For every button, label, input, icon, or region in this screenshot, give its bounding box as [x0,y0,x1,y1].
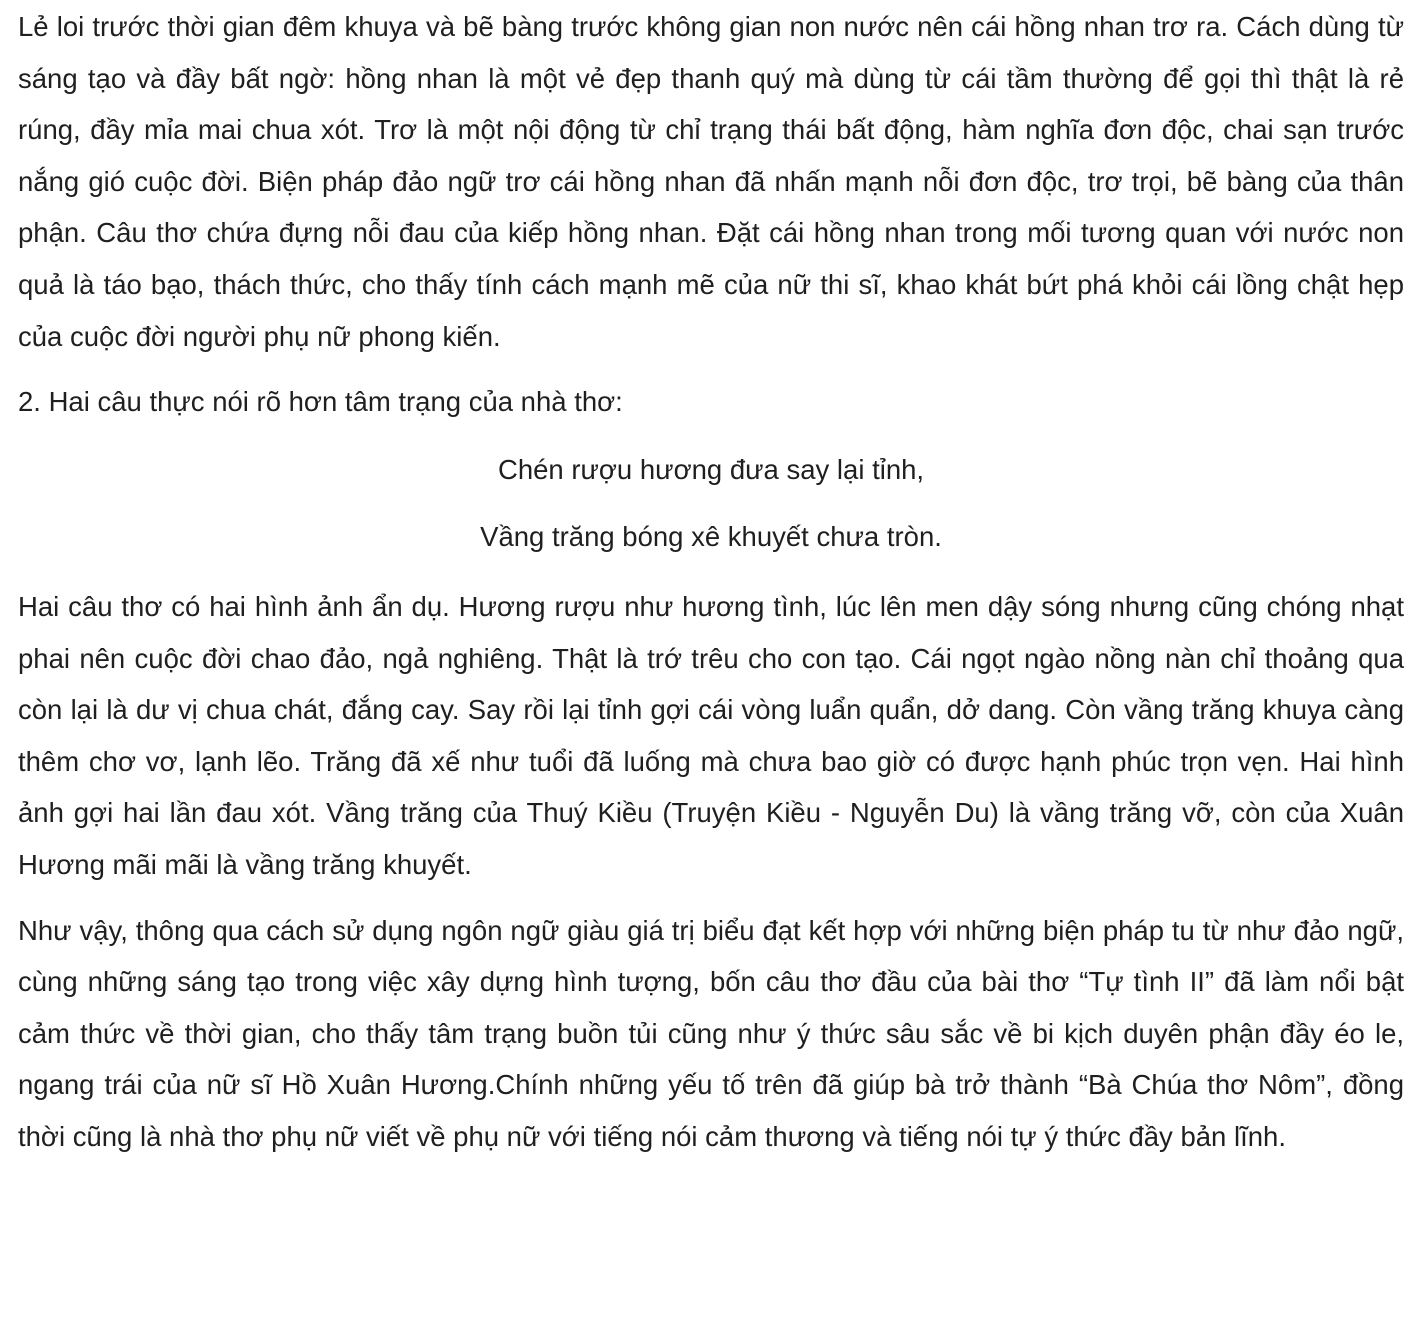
document-page [0,1,1420,1333]
paragraph-metaphor-analysis: Hai câu thơ có hai hình ảnh ẩn dụ. Hương rượu như hương tình, lúc lên men dậy sóng nhưng cũng chóng nhạt phai nên cuộc đời chao đảo, ngả nghiêng. Thật là trớ trêu cho con tạo. Cái ngọt ngào nồng nàn chỉ thoảng qua còn lại là dư vị chua chát, đắng cay. Say rồi lại tỉnh gợi cái vòng luẩn quẩn, dở dang. Còn vầng trăng khuya càng thêm chơ vơ, lạnh lẽo. Trăng đã xế như tuổi đã luống mà chưa bao giờ có được hạnh phúc trọn vẹn. Hai hình ảnh gợi hai lần đau xót. Vầng trăng của Thuý Kiều (Truyện Kiều - Nguyễn Du) là vầng trăng vỡ, còn của Xuân Hương mãi mãi là vầng trăng khuyết. [18,590,1404,880]
paragraph-hong-nhan-analysis: Lẻ loi trước thời gian đêm khuya và bẽ bàng trước không gian non nước nên cái hồng nhan trơ ra. Cách dùng từ sáng tạo và đầy bất ngờ: hồng nhan là một vẻ đẹp thanh quý mà dùng từ cái tầm thường để gọi thì thật là rẻ rúng, đầy mỉa mai chua xót. Trơ là một nội động từ chỉ trạng thái bất động, hàm nghĩa đơn độc, chai sạn trước nắng gió cuộc đời. Biện pháp đảo ngữ trơ cái hồng nhan đã nhấn mạnh nỗi đơn độc, trơ trọi, bẽ bàng của thân phận. Câu thơ chứa đựng nỗi đau của kiếp hồng nhan. Đặt cái hồng nhan trong mối tương quan với nước non quả là táo bạo, thách thức, cho thấy tính cách mạnh mẽ của nữ thi sĩ, khao khát bứt phá khỏi cái lồng chật hẹp của cuộc đời người phụ nữ phong kiến. [18,11,1404,352]
section-heading-hai-cau-thuc: 2. Hai câu thực nói rõ hơn tâm trạng của nhà thơ: [18,386,623,418]
poem-verse-line-2: Vầng trăng bóng xê khuyết chưa tròn. [480,521,942,553]
paragraph-conclusion: Như vậy, thông qua cách sử dụng ngôn ngữ giàu giá trị biểu đạt kết hợp với những biện pháp tu từ như đảo ngữ, cùng những sáng tạo trong việc xây dựng hình tượng, bốn câu thơ đầu của bài thơ “Tự tình II” đã làm nổi bật cảm thức về thời gian, cho thấy tâm trạng buồn tủi cũng như ý thức sâu sắc về bi kịch duyên phận đầy éo le, ngang trái của nữ sĩ Hồ Xuân Hương.Chính những yếu tố trên đã giúp bà trở thành “Bà Chúa thơ Nôm”, đồng thời cũng là nhà thơ phụ nữ viết về phụ nữ với tiếng nói cảm thương và tiếng nói tự ý thức đầy bản lĩnh. [18,914,1404,1152]
poem-verse-line-1: Chén rượu hương đưa say lại tỉnh, [497,453,925,485]
